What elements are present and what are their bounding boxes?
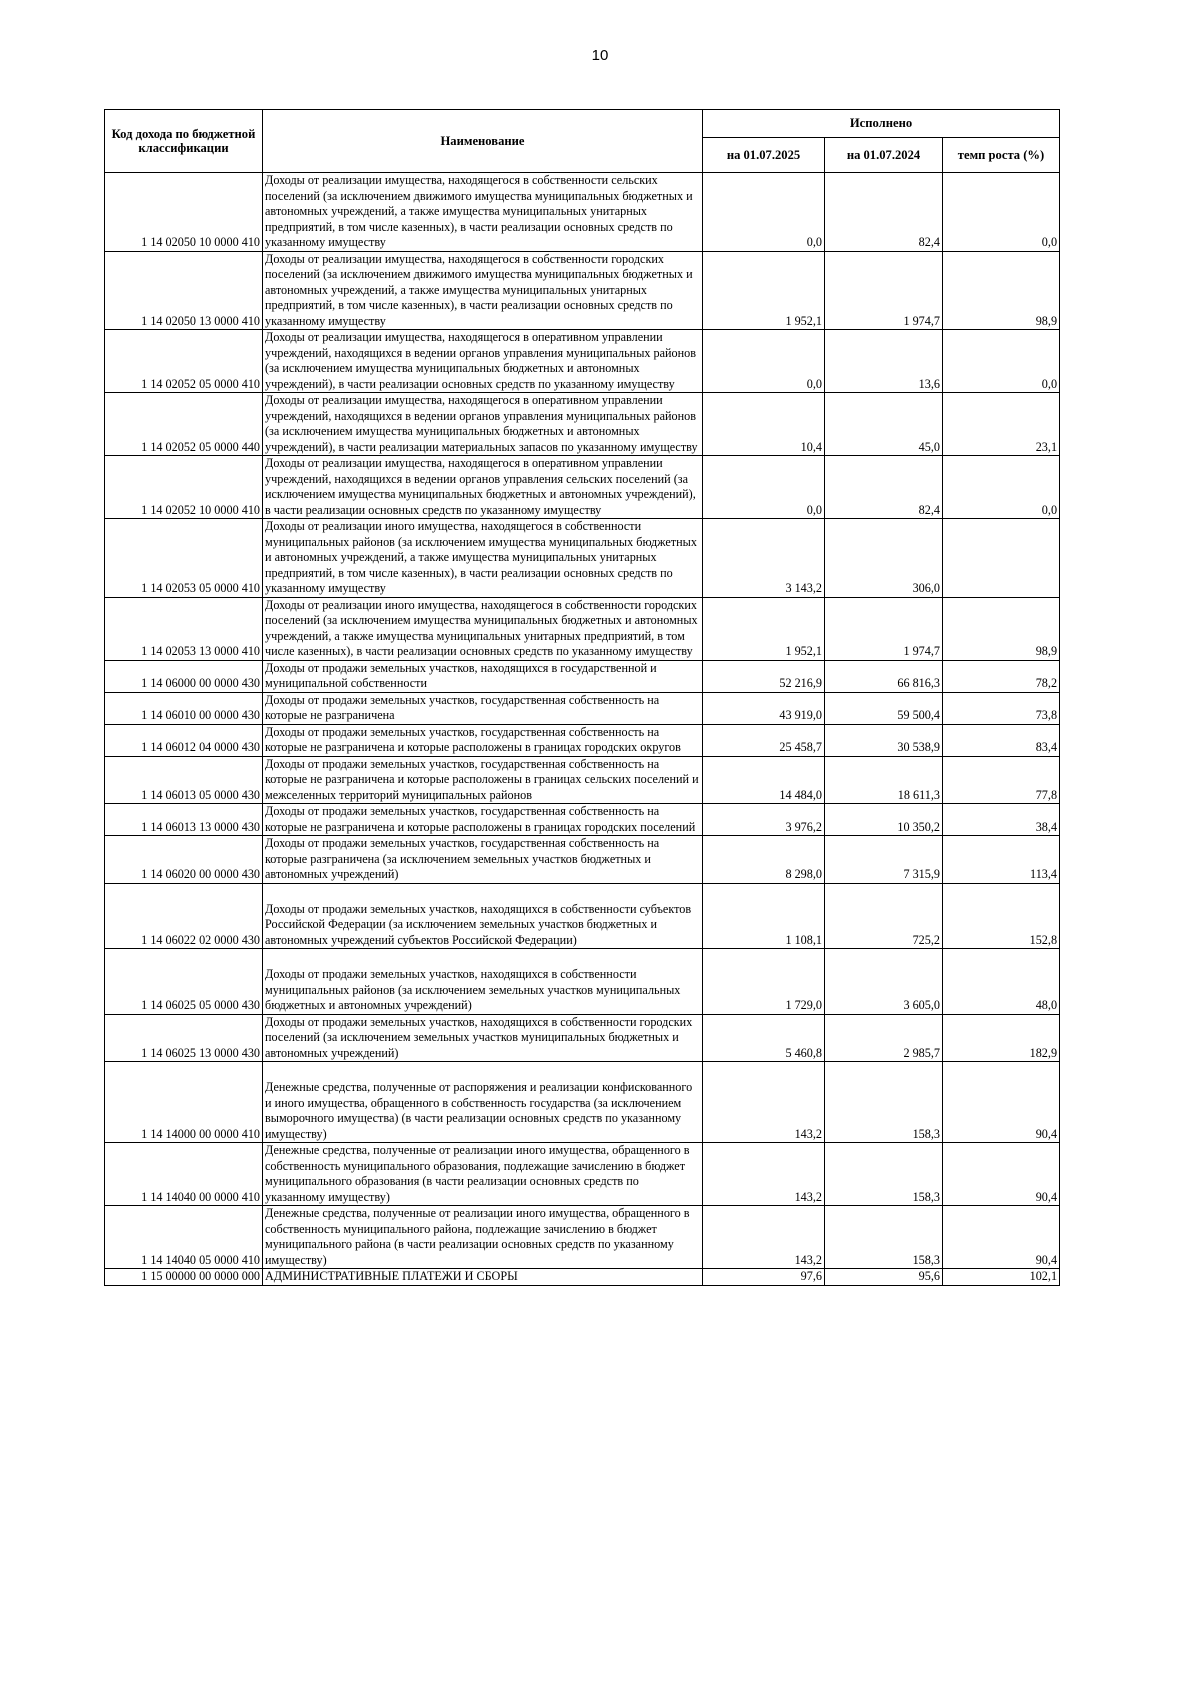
row-name: Доходы от реализации имущества, находящегося в оперативном управлении учреждений, находящихся в ведении органов управления сельских поселений (за исключением имущества муниципальных бюджетных и автономных учреждений), в части реализации основных средств по указанному имуществу bbox=[263, 456, 703, 519]
header-executed: Исполнено bbox=[703, 110, 1060, 138]
row-name: Доходы от реализации имущества, находящегося в собственности сельских поселений (за исключением движимого имущества муниципальных бюджетных и автономных учреждений, а также имущества муниципальных унитарных предприятий, в том числе казенных), в части реализации основных средств по указанному имуществу bbox=[263, 173, 703, 252]
row-name: Доходы от продажи земельных участков, государственная собственность на которые не разграничена и которые расположены в границах городских поселений bbox=[263, 804, 703, 836]
table-row bbox=[105, 393, 1060, 456]
row-code: 1 14 06012 04 0000 430 bbox=[105, 724, 263, 756]
row-value-2025: 143,2 bbox=[703, 1062, 825, 1143]
row-value-2024: 13,6 bbox=[825, 330, 943, 393]
page-number: 10 bbox=[591, 47, 609, 64]
row-name: Денежные средства, полученные от реализации иного имущества, обращенного в собственность муниципального образования, подлежащие зачислению в бюджет муниципального образования (в части реализации основных средств по указанному имуществу) bbox=[263, 1143, 703, 1206]
row-value-2025: 43 919,0 bbox=[703, 692, 825, 724]
table-row bbox=[105, 456, 1060, 519]
table-row bbox=[105, 660, 1060, 692]
row-value-2024: 158,3 bbox=[825, 1062, 943, 1143]
row-code: 1 14 06022 02 0000 430 bbox=[105, 883, 263, 949]
row-value-2025: 14 484,0 bbox=[703, 756, 825, 804]
row-growth: 48,0 bbox=[943, 949, 1060, 1015]
row-value-2024: 95,6 bbox=[825, 1269, 943, 1286]
table-row bbox=[105, 724, 1060, 756]
row-growth: 182,9 bbox=[943, 1014, 1060, 1062]
header-code: Код дохода по бюджетной классификации bbox=[105, 110, 263, 173]
row-code: 1 14 06010 00 0000 430 bbox=[105, 692, 263, 724]
row-name bbox=[263, 1062, 703, 1143]
row-value-2025: 10,4 bbox=[703, 393, 825, 456]
row-code: 1 15 00000 00 0000 000 bbox=[105, 1269, 263, 1286]
row-name bbox=[263, 949, 703, 1015]
row-name: Доходы от реализации иного имущества, находящегося в собственности муниципальных районов (за исключением имущества муниципальных бюджетных и автономных учреждений, а также имущества муниципальных унитарных предприятий, в том числе казенных), в части реализации основных средств по указанному имуществу bbox=[263, 519, 703, 598]
row-name: АДМИНИСТРАТИВНЫЕ ПЛАТЕЖИ И СБОРЫ bbox=[263, 1269, 703, 1286]
row-code: 1 14 06025 05 0000 430 bbox=[105, 949, 263, 1015]
table-row bbox=[105, 519, 1060, 598]
row-value-2025: 52 216,9 bbox=[703, 660, 825, 692]
row-value-2025: 1 108,1 bbox=[703, 883, 825, 949]
row-value-2025: 1 729,0 bbox=[703, 949, 825, 1015]
row-value-2025: 25 458,7 bbox=[703, 724, 825, 756]
table-row bbox=[105, 1014, 1060, 1062]
row-name-text: Доходы от продажи земельных участков, находящихся в собственности субъектов Российской Федерации (за исключением земельных участков бюджетных и автономных учреждений субъектов Российской Федерации) bbox=[265, 901, 692, 947]
row-name: Доходы от реализации имущества, находящегося в оперативном управлении учреждений, находящихся в ведении органов управления муниципальных районов (за исключением имущества муниципальных бюджетных и автономных учреждений), в части реализации материальных запасов по указанному имуществу bbox=[263, 393, 703, 456]
table-row bbox=[105, 1062, 1060, 1143]
cell-spacer bbox=[265, 1062, 700, 1080]
row-code: 1 14 14040 05 0000 410 bbox=[105, 1206, 263, 1269]
row-name: Доходы от продажи земельных участков, государственная собственность на которые не разграничена bbox=[263, 692, 703, 724]
row-value-2024: 82,4 bbox=[825, 173, 943, 252]
row-value-2024: 3 605,0 bbox=[825, 949, 943, 1015]
header-2024: на 01.07.2024 bbox=[825, 138, 943, 173]
row-code: 1 14 06013 13 0000 430 bbox=[105, 804, 263, 836]
revenue-table bbox=[104, 109, 1060, 1286]
table-row bbox=[105, 251, 1060, 330]
table-body bbox=[105, 173, 1060, 1286]
row-value-2024: 158,3 bbox=[825, 1206, 943, 1269]
row-name bbox=[263, 883, 703, 949]
row-growth: 0,0 bbox=[943, 173, 1060, 252]
table-row bbox=[105, 804, 1060, 836]
row-code: 1 14 02052 05 0000 410 bbox=[105, 330, 263, 393]
row-value-2024: 158,3 bbox=[825, 1143, 943, 1206]
row-code: 1 14 14000 00 0000 410 bbox=[105, 1062, 263, 1143]
row-growth: 98,9 bbox=[943, 597, 1060, 660]
row-code: 1 14 06013 05 0000 430 bbox=[105, 756, 263, 804]
row-value-2024: 30 538,9 bbox=[825, 724, 943, 756]
cell-spacer bbox=[265, 884, 700, 902]
row-value-2025: 97,6 bbox=[703, 1269, 825, 1286]
row-code: 1 14 02050 10 0000 410 bbox=[105, 173, 263, 252]
row-value-2024: 725,2 bbox=[825, 883, 943, 949]
row-growth: 90,4 bbox=[943, 1062, 1060, 1143]
row-value-2025: 8 298,0 bbox=[703, 836, 825, 884]
header-name: Наименование bbox=[263, 110, 703, 173]
row-growth: 23,1 bbox=[943, 393, 1060, 456]
row-code: 1 14 02050 13 0000 410 bbox=[105, 251, 263, 330]
row-code: 1 14 06000 00 0000 430 bbox=[105, 660, 263, 692]
cell-spacer bbox=[265, 949, 700, 967]
row-code: 1 14 14040 00 0000 410 bbox=[105, 1143, 263, 1206]
row-value-2025: 0,0 bbox=[703, 173, 825, 252]
row-value-2025: 0,0 bbox=[703, 456, 825, 519]
header-growth: темп роста (%) bbox=[943, 138, 1060, 173]
row-code: 1 14 06025 13 0000 430 bbox=[105, 1014, 263, 1062]
row-value-2025: 1 952,1 bbox=[703, 251, 825, 330]
table-row bbox=[105, 1269, 1060, 1286]
row-code: 1 14 02052 05 0000 440 bbox=[105, 393, 263, 456]
row-value-2024: 10 350,2 bbox=[825, 804, 943, 836]
table-row bbox=[105, 1206, 1060, 1269]
row-growth: 90,4 bbox=[943, 1206, 1060, 1269]
row-name: Денежные средства, полученные от реализации иного имущества, обращенного в собственность муниципального района, подлежащие зачислению в бюджет муниципального района (в части реализации основных средств по указанному имуществу) bbox=[263, 1206, 703, 1269]
row-value-2025: 143,2 bbox=[703, 1143, 825, 1206]
row-name: Доходы от продажи земельных участков, государственная собственность на которые разграничена (за исключением земельных участков бюджетных и автономных учреждений) bbox=[263, 836, 703, 884]
table-row bbox=[105, 692, 1060, 724]
row-value-2025: 1 952,1 bbox=[703, 597, 825, 660]
row-name-text: Доходы от продажи земельных участков, находящихся в собственности муниципальных районов (за исключением земельных участков муниципальных бюджетных и автономных учреждений) bbox=[265, 967, 681, 1012]
row-growth: 90,4 bbox=[943, 1143, 1060, 1206]
row-value-2024: 2 985,7 bbox=[825, 1014, 943, 1062]
row-code: 1 14 02053 05 0000 410 bbox=[105, 519, 263, 598]
row-value-2024: 45,0 bbox=[825, 393, 943, 456]
row-name: Доходы от реализации иного имущества, находящегося в собственности городских поселений (за исключением имущества муниципальных бюджетных и автономных учреждений, а также имущества муниципальных унитарных предприятий, в том числе казенных), в части реализации основных средств по указанному имуществу bbox=[263, 597, 703, 660]
row-name: Доходы от продажи земельных участков, находящихся в собственности городских поселений (за исключением земельных участков муниципальных бюджетных и автономных учреждений) bbox=[263, 1014, 703, 1062]
row-growth: 98,9 bbox=[943, 251, 1060, 330]
row-growth: 0,0 bbox=[943, 456, 1060, 519]
row-growth: 73,8 bbox=[943, 692, 1060, 724]
table-row bbox=[105, 173, 1060, 252]
row-growth: 78,2 bbox=[943, 660, 1060, 692]
row-code: 1 14 06020 00 0000 430 bbox=[105, 836, 263, 884]
table-row bbox=[105, 836, 1060, 884]
header-2025: на 01.07.2025 bbox=[703, 138, 825, 173]
row-value-2024: 82,4 bbox=[825, 456, 943, 519]
row-value-2024: 66 816,3 bbox=[825, 660, 943, 692]
row-value-2025: 0,0 bbox=[703, 330, 825, 393]
row-code: 1 14 02052 10 0000 410 bbox=[105, 456, 263, 519]
row-growth: 113,4 bbox=[943, 836, 1060, 884]
table-row bbox=[105, 883, 1060, 949]
row-name: Доходы от реализации имущества, находящегося в собственности городских поселений (за исключением движимого имущества муниципальных бюджетных и автономных учреждений, а также имущества муниципальных унитарных предприятий, в том числе казенных), в части реализации основных средств по указанному имуществу bbox=[263, 251, 703, 330]
row-name: Доходы от продажи земельных участков, государственная собственность на которые не разграничена и которые расположены в границах сельских поселений и межселенных территорий муниципальных районов bbox=[263, 756, 703, 804]
row-growth: 102,1 bbox=[943, 1269, 1060, 1286]
row-value-2025: 5 460,8 bbox=[703, 1014, 825, 1062]
table-row bbox=[105, 1143, 1060, 1206]
row-value-2025: 143,2 bbox=[703, 1206, 825, 1269]
row-value-2025: 3 143,2 bbox=[703, 519, 825, 598]
row-growth bbox=[943, 519, 1060, 598]
table-row bbox=[105, 597, 1060, 660]
row-growth: 83,4 bbox=[943, 724, 1060, 756]
row-name: Доходы от продажи земельных участков, государственная собственность на которые не разграничена и которые расположены в границах городских округов bbox=[263, 724, 703, 756]
row-name: Доходы от продажи земельных участков, находящихся в государственной и муниципальной собственности bbox=[263, 660, 703, 692]
table-row bbox=[105, 949, 1060, 1015]
row-value-2025: 3 976,2 bbox=[703, 804, 825, 836]
row-value-2024: 7 315,9 bbox=[825, 836, 943, 884]
table-row bbox=[105, 330, 1060, 393]
table-row bbox=[105, 756, 1060, 804]
row-growth: 38,4 bbox=[943, 804, 1060, 836]
row-name: Доходы от реализации имущества, находящегося в оперативном управлении учреждений, находящихся в ведении органов управления муниципальных районов (за исключением имущества муниципальных бюджетных и автономных учреждений), в части реализации основных средств по указанному имуществу bbox=[263, 330, 703, 393]
row-value-2024: 59 500,4 bbox=[825, 692, 943, 724]
row-value-2024: 1 974,7 bbox=[825, 597, 943, 660]
row-value-2024: 1 974,7 bbox=[825, 251, 943, 330]
row-code: 1 14 02053 13 0000 410 bbox=[105, 597, 263, 660]
row-name-text: Денежные средства, полученные от распоряжения и реализации конфискованного и иного имущества, обращенного в собственность государства (за исключением выморочного имущества) (в части реализации основных средств по указанному имуществу) bbox=[265, 1080, 693, 1141]
row-growth: 77,8 bbox=[943, 756, 1060, 804]
row-value-2024: 18 611,3 bbox=[825, 756, 943, 804]
row-growth: 0,0 bbox=[943, 330, 1060, 393]
row-growth: 152,8 bbox=[943, 883, 1060, 949]
row-value-2024: 306,0 bbox=[825, 519, 943, 598]
